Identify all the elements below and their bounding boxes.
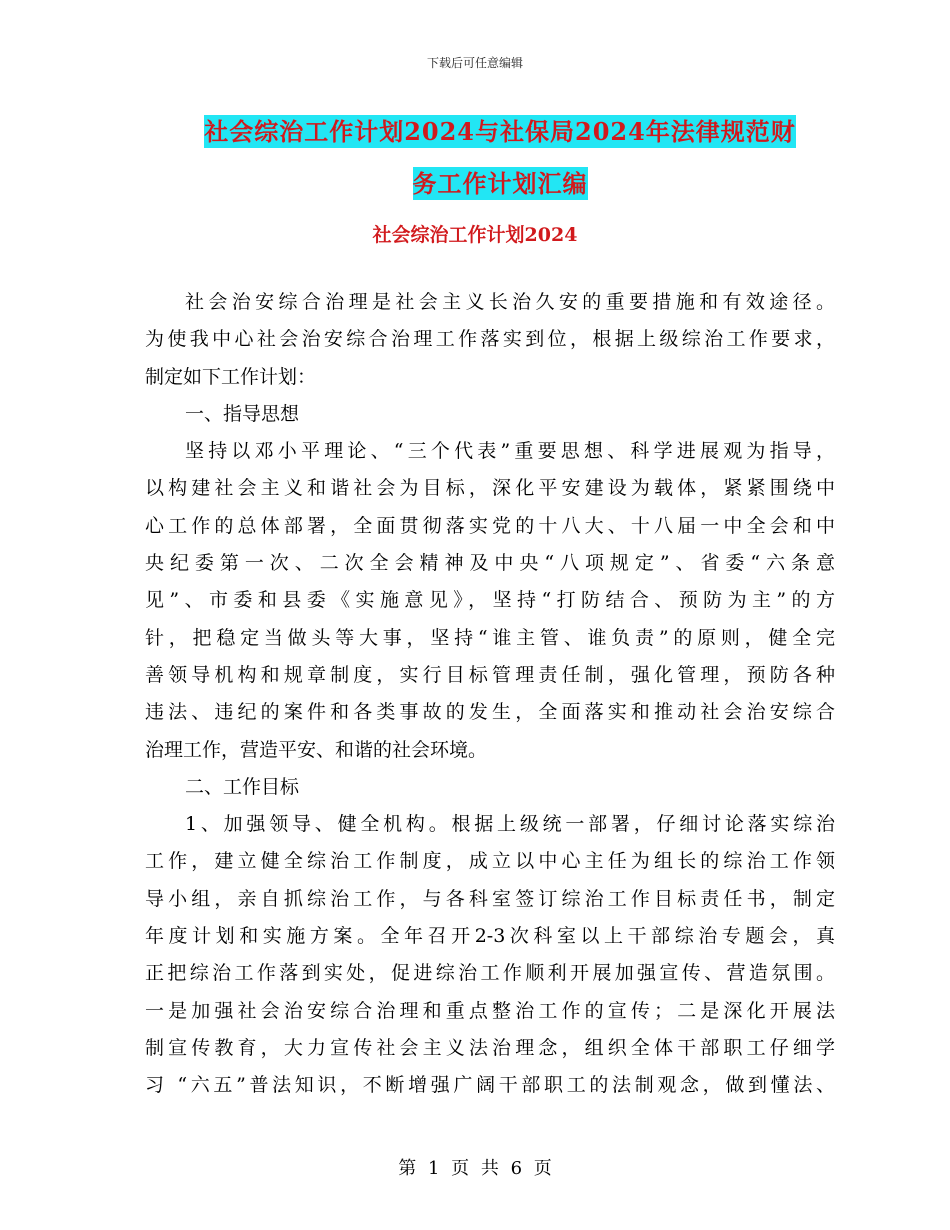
text-line: 年度计划和实施方案。全年召开2-3次科室以上干部综治专题会，真 bbox=[145, 925, 835, 948]
text-line: 治理工作，营造平安、和谐的社会环境。 bbox=[145, 738, 488, 761]
text-line: 制定如下工作计划： bbox=[145, 365, 317, 388]
text-line: 央纪委第一次、二次全会精神及中央“八项规定”、省委“六条意 bbox=[145, 552, 835, 575]
text-line: 违法、违纪的案件和各类事故的发生，全面落实和推动社会治安综合 bbox=[145, 701, 835, 724]
body-text bbox=[145, 284, 835, 1105]
header-note: 下载后可任意编辑 bbox=[426, 56, 523, 70]
text-line: 工作，建立健全综治工作制度，成立以中心主任为组长的综治工作领 bbox=[145, 850, 835, 873]
section-title: 社会综治工作计划2024 bbox=[372, 224, 578, 246]
text-line: 一是加强社会治安综合治理和重点整治工作的宣传；二是深化开展法 bbox=[145, 999, 835, 1022]
text-line: 坚持以邓小平理论、“三个代表”重要思想、科学进展观为指导， bbox=[185, 440, 835, 463]
page-footer: 第 1 页 共 6 页 bbox=[398, 1158, 552, 1179]
main-title-line-2: 务工作计划汇编 bbox=[412, 169, 588, 198]
text-line: 正把综治工作落到实处，促进综治工作顺利开展加强宣传、营造氛围。 bbox=[145, 962, 835, 985]
text-line: 以构建社会主义和谐社会为目标，深化平安建设为载体，紧紧围绕中 bbox=[145, 477, 835, 500]
text-line: 心工作的总体部署，全面贯彻落实党的十八大、十八届一中全会和中 bbox=[145, 514, 835, 537]
text-line: 为使我中心社会治安综合治理工作落实到位，根据上级综治工作要求， bbox=[145, 328, 835, 351]
text-line: 1、加强领导、健全机构。根据上级统一部署，仔细讨论落实综治 bbox=[185, 813, 835, 836]
text-line: 善领导机构和规章制度，实行目标管理责任制，强化管理，预防各种 bbox=[145, 663, 835, 686]
section-heading-guiding-ideology: 一、指导思想 bbox=[185, 402, 300, 425]
main-title-line-1: 社会综治工作计划2024与社保局2024年法律规范财 bbox=[204, 117, 796, 146]
section-heading-work-goals: 二、工作目标 bbox=[185, 775, 300, 798]
main-title bbox=[150, 106, 850, 210]
text-line: 制宣传教育，大力宣传社会主义法治理念，组织全体干部职工仔细学 bbox=[145, 1036, 835, 1059]
text-line: 社会治安综合治理是社会主义长治久安的重要措施和有效途径。 bbox=[185, 291, 835, 313]
text-line: 导小组，亲自抓综治工作，与各科室签订综治工作目标责任书，制定 bbox=[145, 887, 835, 910]
text-line: 习 “六五”普法知识，不断增强广阔干部职工的法制观念，做到懂法、 bbox=[145, 1074, 835, 1097]
text-line: 见”、市委和县委《实施意见》，坚持“打防结合、预防为主”的方 bbox=[145, 589, 835, 612]
text-line: 针，把稳定当做头等大事，坚持“谁主管、谁负责”的原则，健全完 bbox=[145, 626, 835, 649]
